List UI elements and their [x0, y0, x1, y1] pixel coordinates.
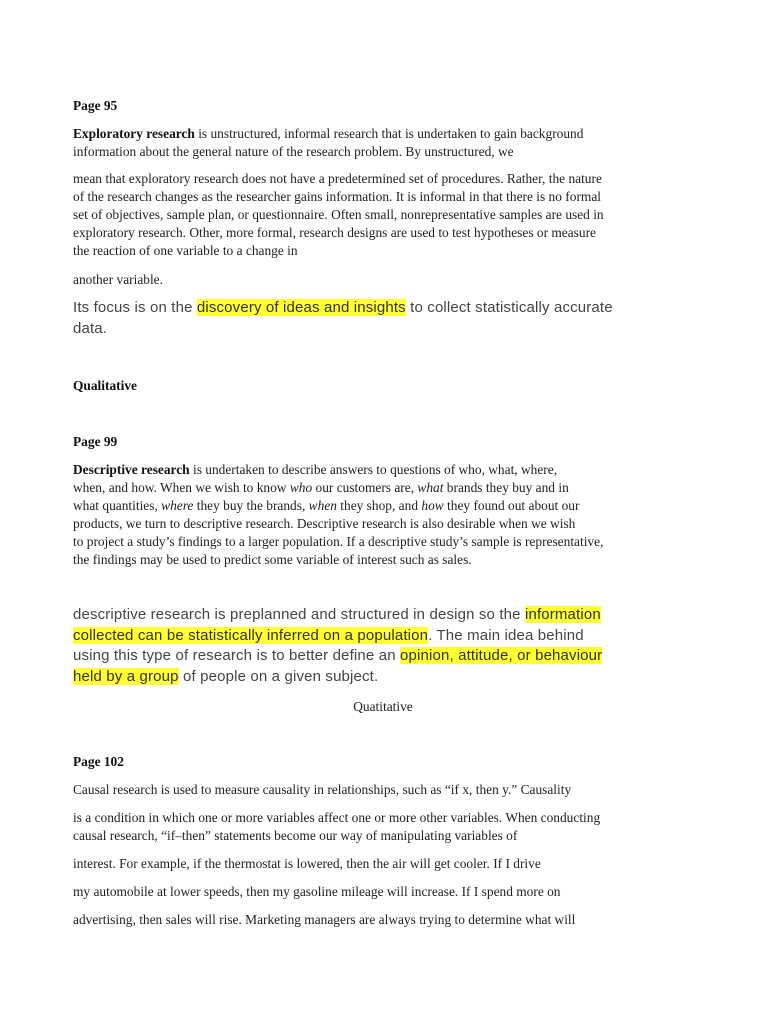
text-line: causal research, “if–then” statements become our way of manipulating variables of: [73, 828, 518, 843]
exploratory-term: Exploratory research: [73, 126, 195, 141]
page-99-heading: Page 99: [73, 434, 118, 449]
causal-line-5: my automobile at lower speeds, then my gasoline mileage will increase. If I spend more on: [73, 884, 561, 899]
descriptive-note: [73, 605, 693, 687]
text-line: products, we turn to descriptive research. Descriptive research is also desirable when we wish: [73, 516, 576, 531]
page-95-heading: Page 95: [73, 98, 118, 113]
causal-line-6: advertising, then sales will rise. Marketing managers are always trying to determine what will: [73, 912, 576, 927]
text-span: when, and how. When we wish to know: [73, 480, 290, 495]
text-line: of the research changes as the researcher gains information. It is informal in that there is no formal: [73, 189, 601, 204]
quantitative-label: Quatitative: [353, 699, 413, 714]
exploratory-paragraph-1: [73, 125, 693, 161]
descriptive-paragraph: [73, 461, 693, 569]
note-text: using this type of research is to better define an: [73, 647, 401, 664]
highlighted-text: discovery of ideas and insights: [196, 299, 406, 316]
text-line: is a condition in which one or more variables affect one or more other variables. When conducting: [73, 810, 601, 825]
causal-line-1: Causal research is used to measure causality in relationships, such as “if x, then y.” Causality: [73, 782, 572, 797]
text-span: they found out about our: [443, 498, 580, 513]
text-span: brands they buy and in: [443, 480, 569, 495]
text-line: the reaction of one variable to a change in: [73, 243, 298, 258]
text-span: what quantities,: [73, 498, 162, 513]
note-text: Its focus is on the: [73, 299, 197, 316]
qualitative-label: Qualitative: [73, 378, 137, 393]
italic-word: who: [289, 480, 313, 495]
italic-word: what: [417, 480, 444, 495]
italic-word: how: [421, 498, 444, 513]
highlighted-text: opinion, attitude, or behaviour: [400, 647, 603, 664]
italic-word: where: [161, 498, 194, 513]
exploratory-paragraph-2: [73, 170, 693, 260]
exploratory-note: [73, 298, 693, 339]
text-line: information about the general nature of the research problem. By unstructured, we: [73, 144, 514, 159]
text-line: set of objectives, sample plan, or questionnaire. Often small, nonrepresentative samples are used in: [73, 207, 604, 222]
causal-lines-2-3: [73, 809, 693, 845]
text-line: is unstructured, informal research that is undertaken to gain background: [194, 126, 584, 141]
text-line: is undertaken to describe answers to questions of who, what, where,: [189, 462, 558, 477]
text-line: the findings may be used to predict some variable of interest such as sales.: [73, 552, 472, 567]
text-line: to project a study’s findings to a larger population. If a descriptive study’s sample is representative,: [73, 534, 604, 549]
highlighted-text: held by a group: [73, 667, 179, 685]
note-text: to collect statistically accurate: [405, 299, 613, 316]
highlighted-text: information: [524, 606, 601, 623]
text-line: mean that exploratory research does not have a predetermined set of procedures. Rather, the nature: [73, 171, 602, 186]
note-text: descriptive research is preplanned and structured in design so the: [73, 606, 525, 623]
text-span: they buy the brands,: [193, 498, 309, 513]
note-text: of people on a given subject.: [178, 667, 379, 685]
note-text: data.: [73, 319, 108, 337]
text-line: exploratory research. Other, more formal, research designs are used to test hypotheses or measure: [73, 225, 596, 240]
text-span: they shop, and: [336, 498, 422, 513]
note-text: . The main idea behind: [428, 626, 584, 644]
causal-line-4: interest. For example, if the thermostat is lowered, then the air will get cooler. If I drive: [73, 856, 541, 871]
page-102-heading: Page 102: [73, 754, 124, 769]
exploratory-paragraph-3: another variable.: [73, 272, 163, 287]
highlighted-text: collected can be statistically inferred on a population: [73, 626, 429, 644]
descriptive-term: Descriptive research: [73, 462, 190, 477]
text-span: our customers are,: [312, 480, 418, 495]
italic-word: when: [308, 498, 337, 513]
